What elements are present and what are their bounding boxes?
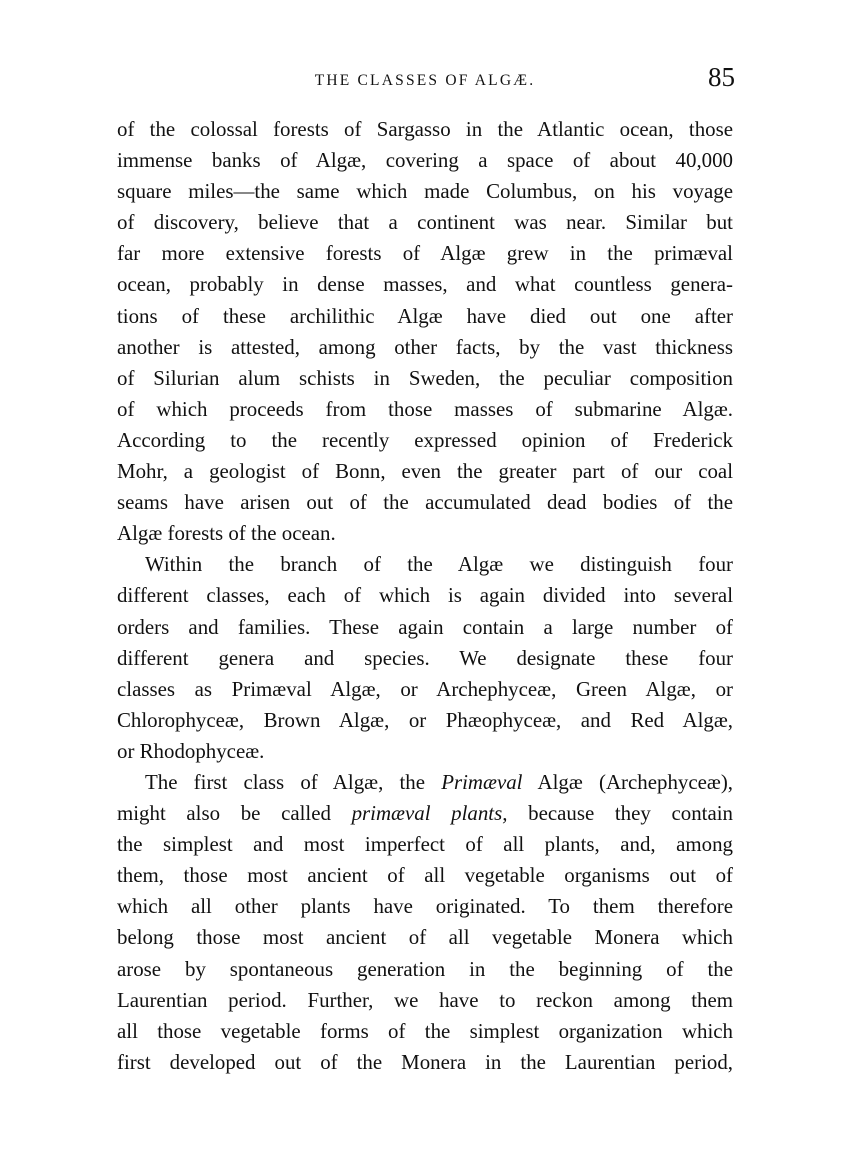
italic-term: Primæval bbox=[441, 769, 523, 794]
text-line: Within the branch of the Algæ we distinguish four bbox=[145, 552, 733, 577]
page-number: 85 bbox=[708, 62, 735, 92]
text-line: different classes, each of which is again divided into several bbox=[117, 583, 733, 608]
text-run: The first class of Algæ, the bbox=[145, 769, 442, 794]
text-line: of Silurian alum schists in Sweden, the peculiar composition bbox=[117, 365, 733, 390]
text-run: might also be called bbox=[117, 801, 352, 826]
text-line: all those vegetable forms of the simplest organization which bbox=[117, 1018, 733, 1043]
running-head bbox=[117, 62, 733, 114]
italic-term: primæval plants, bbox=[351, 801, 508, 826]
paragraph-3 bbox=[117, 767, 733, 1078]
text-line: of the colossal forests of Sargasso in the Atlantic ocean, those bbox=[117, 117, 733, 141]
paragraph-2 bbox=[117, 549, 733, 767]
text-line bbox=[117, 767, 733, 798]
text-line: classes as Primæval Algæ, or Archephyceæ, Green Algæ, or bbox=[117, 676, 733, 701]
paragraph-1 bbox=[117, 114, 733, 549]
text-line: of discovery, believe that a continent was near. Similar but bbox=[117, 210, 733, 235]
text-line: Laurentian period. Further, we have to reckon among them bbox=[117, 987, 733, 1012]
text-line: Mohr, a geologist of Bonn, even the greater part of our coal bbox=[117, 459, 733, 484]
book-page bbox=[117, 62, 733, 1078]
text-line: Chlorophyceæ, Brown Algæ, or Phæophyceæ, and Red Algæ, bbox=[117, 707, 733, 732]
text-line: According to the recently expressed opinion of Frederick bbox=[117, 427, 733, 452]
text-line: arose by spontaneous generation in the beginning of the bbox=[117, 956, 733, 981]
text-line: of which proceeds from those masses of submarine Algæ. bbox=[117, 396, 733, 421]
text-line: first developed out of the Monera in the Laurentian period, bbox=[117, 1049, 733, 1074]
text-line: tions of these archilithic Algæ have died out one after bbox=[117, 303, 733, 328]
text-line: seams have arisen out of the accumulated dead bodies of the bbox=[117, 490, 733, 515]
text-line: the simplest and most imperfect of all plants, and, among bbox=[117, 832, 733, 857]
text-line: ocean, probably in dense masses, and what countless genera- bbox=[117, 272, 733, 297]
text-line: immense banks of Algæ, covering a space of about 40,000 bbox=[117, 148, 733, 173]
body-text bbox=[117, 114, 733, 1078]
text-line: belong those most ancient of all vegetable Monera which bbox=[117, 925, 733, 950]
text-line: which all other plants have originated. To them therefore bbox=[117, 894, 733, 919]
text-line bbox=[117, 798, 733, 829]
text-line: them, those most ancient of all vegetable organisms out of bbox=[117, 863, 733, 888]
text-line: Algæ forests of the ocean. bbox=[117, 521, 336, 546]
text-run: Algæ (Archephyceæ), bbox=[522, 769, 733, 794]
text-run: because they contain bbox=[507, 801, 733, 826]
text-line: different genera and species. We designate these four bbox=[117, 645, 733, 670]
text-line: far more extensive forests of Algæ grew in the primæval bbox=[117, 241, 733, 266]
text-line: or Rhodophyceæ. bbox=[117, 738, 265, 763]
text-line: orders and families. These again contain a large number of bbox=[117, 614, 733, 639]
running-title: THE CLASSES OF ALGÆ. bbox=[314, 72, 536, 89]
text-line: another is attested, among other facts, by the vast thickness bbox=[117, 334, 733, 359]
text-line: square miles—the same which made Columbus, on his voyage bbox=[117, 179, 733, 204]
